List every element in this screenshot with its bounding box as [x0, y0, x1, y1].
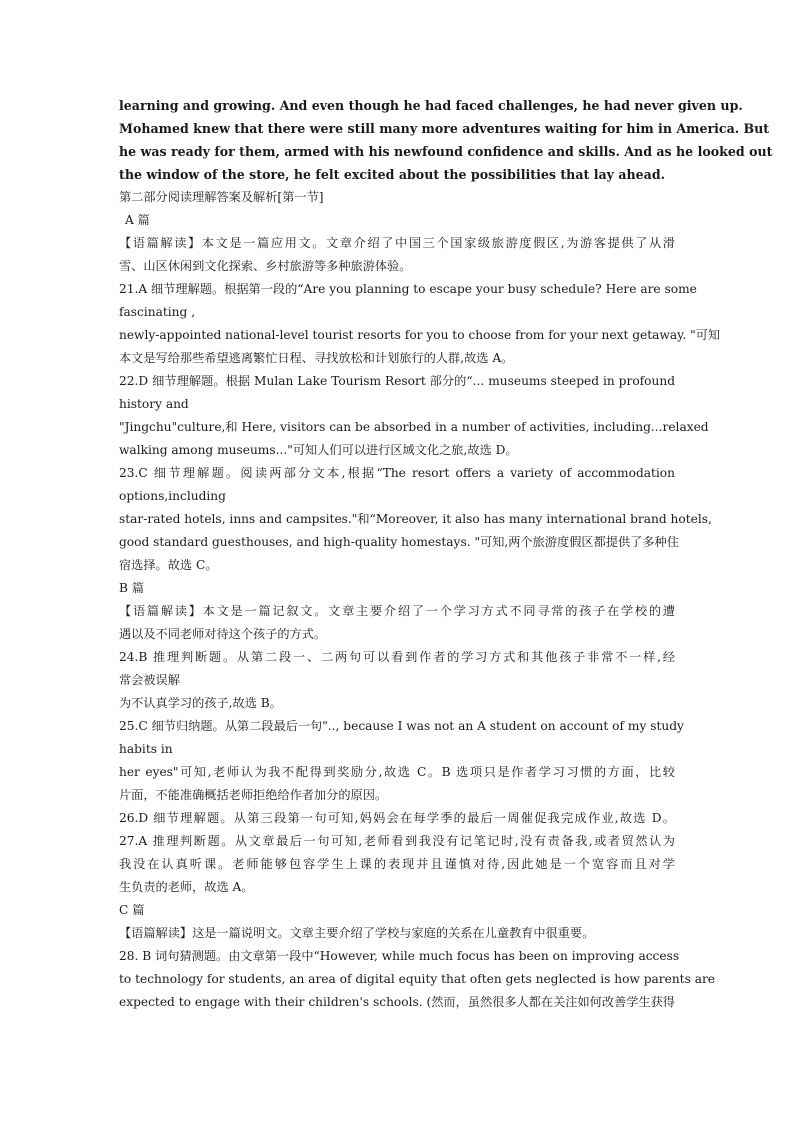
answer-23-line: good standard guesthouses, and high-quality homestays. "可知,两个旅游度假区都提供了多种住 — [119, 535, 679, 549]
answer-21-line: newly-appointed national-level tourist resorts for you to choose from for your next getaway. "可知 — [119, 328, 721, 342]
answer-25-line: habits in — [119, 742, 173, 756]
answer-27-line: 生负责的老师，故选 A。 — [119, 880, 254, 894]
passage-a-label: A 篇 — [125, 213, 150, 227]
answer-25-line: 片面，不能准确概括老师拒绝给作者加分的原因。 — [119, 788, 388, 802]
text-line: he was ready for them, armed with his newfound confidence and skills. And as he looked out — [119, 144, 773, 159]
answer-24-line: 为不认真学习的孩子,故选 B。 — [119, 696, 282, 710]
text-line: 【语篇解读】本文是一篇应用文。文章介绍了中国三个国家级旅游度假区,为游客提供了从滑 — [119, 236, 675, 250]
answer-21-line: fascinating , — [119, 305, 196, 319]
answer-22-line: walking among museums..."可知人们可以进行区域文化之旅,故选 D。 — [119, 443, 518, 457]
story-ending-paragraph — [119, 94, 773, 186]
answer-23-line: options,including — [119, 489, 226, 503]
answer-22-line: "Jingchu"culture,和 Here, visitors can be absorbed in a number of activities, including...relaxed — [119, 420, 709, 434]
answer-22-line: 22.D 细节理解题。根据 Mulan Lake Tourism Resort 部分的“... museums steeped in profound — [119, 374, 675, 388]
answer-24-line: 常会被误解 — [119, 673, 180, 687]
section-heading: 第二部分阅读理解答案及解析[第一节] — [119, 190, 324, 204]
answer-23-line: 宿选择。故选 C。 — [119, 558, 218, 572]
answer-25-line: her eyes"可知,老师认为我不配得到奖励分,故选 C。B 选项只是作者学习习惯的方面，比较 — [119, 765, 675, 779]
answer-28-line: expected to engage with their children's schools. (然而，虽然很多人都在关注如何改善学生获得 — [119, 995, 675, 1009]
text-line: 【语篇解读】本文是一篇记叙文。文章主要介绍了一个学习方式不同寻常的孩子在学校的遭 — [119, 604, 675, 618]
answer-28-line: to technology for students, an area of digital equity that often gets neglected is how parents are — [119, 972, 715, 986]
answer-22-line: history and — [119, 397, 189, 411]
answer-23-line: star-rated hotels, inns and campsites."和“Moreover, it also has many international brand hotels, — [119, 512, 712, 526]
answer-23-line: 23.C 细节理解题。阅读两部分文本,根据“The resort offers a variety of accommodation — [119, 466, 675, 480]
text-line: 遇以及不同老师对待这个孩子的方式。 — [119, 627, 327, 641]
answer-21-line: 21.A 细节理解题。根据第一段的“Are you planning to escape your busy schedule? Here are some — [119, 282, 697, 296]
passage-c-label: C 篇 — [119, 903, 145, 917]
text-line: 【语篇解读】这是一篇说明文。文章主要介绍了学校与家庭的关系在儿童教育中很重要。 — [119, 926, 595, 940]
answer-26-line: 26.D 细节理解题。从第三段第一句可知,妈妈会在每学季的最后一周催促我完成作业,故选 D。 — [119, 811, 675, 825]
passage-b-label: B 篇 — [119, 581, 145, 595]
answer-24-line: 24.B 推理判断题。从第二段一、二两句可以看到作者的学习方式和其他孩子非常不一样,经 — [119, 650, 675, 664]
answer-27-line: 我没在认真听课。老师能够包容学生上课的表现并且谨慎对待,因此她是一个宽容而且对学 — [119, 857, 675, 871]
text-line: 雪、山区休闲到文化探索、乡村旅游等多种旅游体验。 — [119, 259, 412, 273]
answer-25-line: 25.C 细节归纳题。从第二段最后一句".., because I was not an A student on account of my study — [119, 719, 684, 733]
text-line: Mohamed knew that there were still many more adventures waiting for him in America. But — [119, 121, 770, 136]
text-line: learning and growing. And even though he had faced challenges, he had never given up. — [119, 98, 743, 113]
answer-28-line: 28. B 词句猜测题。由文章第一段中“However, while much focus has been on improving access — [119, 949, 680, 963]
answer-27-line: 27.A 推理判断题。从文章最后一句可知,老师看到我没有记笔记时,没有责备我,或者贸然认为 — [119, 834, 675, 848]
document-page — [119, 94, 773, 1014]
answer-21-line: 本文是写给那些希望逃离繁忙日程、寻找放松和计划旅行的人群,故选 A。 — [119, 351, 514, 365]
text-line: the window of the store, he felt excited about the possibilities that lay ahead. — [119, 167, 666, 182]
